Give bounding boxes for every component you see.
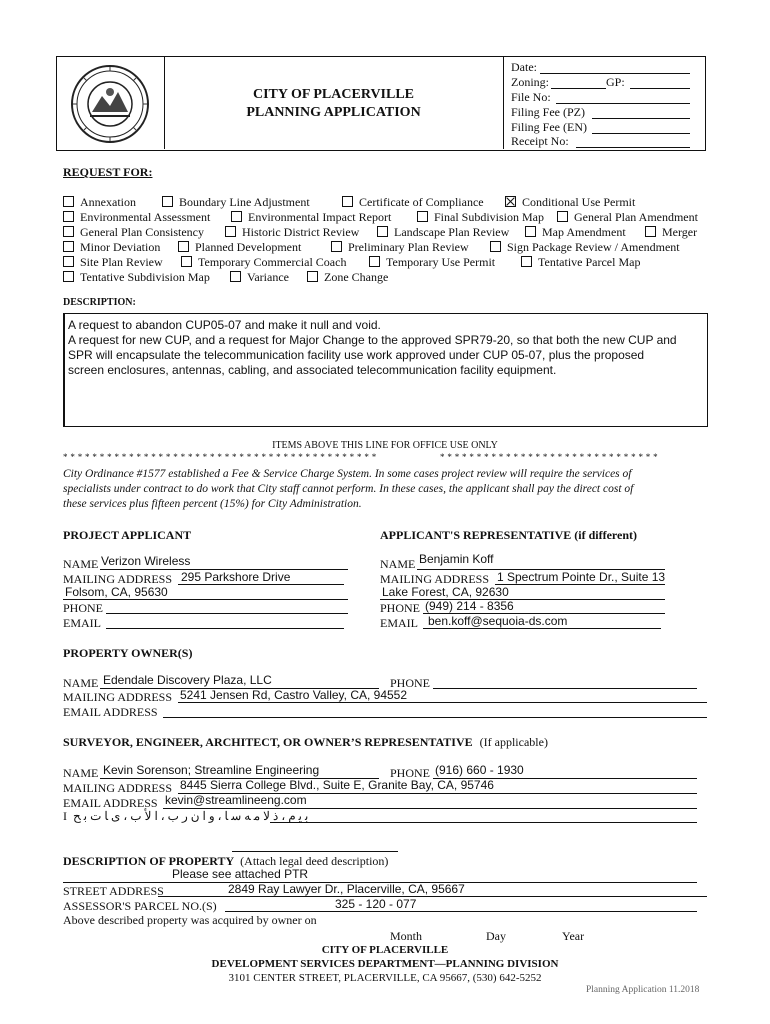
- owner-address-line: [178, 702, 707, 703]
- request-row-4: [63, 240, 680, 255]
- rep-address2-input[interactable]: Lake Forest, CA, 92630: [382, 585, 509, 599]
- surveyor-name-label: NAME: [63, 766, 99, 780]
- applicant-email-label: EMAIL: [63, 616, 101, 630]
- checkbox-icon[interactable]: [63, 271, 74, 282]
- property-heading-note: (Attach legal deed description): [240, 854, 389, 868]
- rep-email-line: [423, 628, 661, 629]
- owner-name-input[interactable]: Edendale Discovery Plaza, LLC: [103, 673, 272, 687]
- office-use-label: ITEMS ABOVE THIS LINE FOR OFFICE USE ONLY: [272, 440, 498, 451]
- rep-address1-input[interactable]: 1 Spectrum Pointe Dr., Suite 13: [497, 570, 666, 584]
- checked-checkbox-icon[interactable]: [505, 196, 516, 207]
- option-landscape-plan-review[interactable]: Landscape Plan Review: [377, 225, 522, 240]
- filing-fee-en-line: [592, 133, 690, 134]
- surveyor-heading-row: [63, 735, 548, 750]
- applicant-address-label: MAILING ADDRESS: [63, 572, 173, 586]
- rep-address-line: [495, 584, 665, 585]
- checkbox-icon[interactable]: [557, 211, 568, 222]
- acquired-month-label: Month: [390, 929, 423, 943]
- checkbox-icon[interactable]: [63, 226, 74, 237]
- filing-fee-pz-field[interactable]: Filing Fee (PZ): [511, 105, 585, 119]
- request-row-5: [63, 255, 640, 270]
- form-title: PLANNING APPLICATION: [246, 105, 421, 120]
- applicant-name-input[interactable]: Verizon Wireless: [101, 554, 191, 568]
- ordinance-line-2: specialists under contract to do work that City staff cannot perform. In these cases, the applicant shall pay the direct cost of: [63, 483, 634, 495]
- request-row-6: [63, 270, 388, 285]
- option-final-subdivision-map[interactable]: Final Subdivision Map: [417, 210, 554, 225]
- applicant-address1-input[interactable]: 295 Parkshore Drive: [181, 570, 291, 584]
- option-tentative-subdivision-map[interactable]: Tentative Subdivision Map: [63, 270, 227, 285]
- rep-address-label: MAILING ADDRESS: [380, 572, 490, 586]
- checkbox-icon[interactable]: [377, 226, 388, 237]
- option-annexation[interactable]: Annexation: [63, 195, 159, 210]
- checkbox-icon[interactable]: [230, 271, 241, 282]
- option-variance[interactable]: Variance: [230, 270, 304, 285]
- checkbox-icon[interactable]: [369, 256, 380, 267]
- footer-address: 3101 CENTER STREET, PLACERVILLE, CA 95667, (530) 642-5252: [228, 972, 542, 984]
- option-general-plan-consistency[interactable]: General Plan Consistency: [63, 225, 222, 240]
- surveyor-heading: SURVEYOR, ENGINEER, ARCHITECT, OR OWNER’S REPRESENTATIVE: [63, 735, 473, 749]
- zoning-line: [551, 88, 606, 89]
- option-certificate-of-compliance[interactable]: Certificate of Compliance: [342, 195, 502, 210]
- applicant-phone-line: [106, 613, 348, 614]
- acquired-day-label: Day: [486, 929, 506, 943]
- rep-name-label: NAME: [380, 557, 416, 571]
- surveyor-phone-label: PHONE: [390, 766, 431, 780]
- description-textarea[interactable]: [63, 313, 708, 427]
- checkbox-icon[interactable]: [63, 241, 74, 252]
- surveyor-phone-input[interactable]: (916) 660 - 1930: [435, 763, 524, 777]
- option-map-amendment[interactable]: Map Amendment: [525, 225, 642, 240]
- surveyor-garbled-line: I ﻿ ﻿ﺑ ﻳ ﻡ ، ﺫ ﻻ ﻣ ﻪ ﺳ ﺎ ، ﻭ ﺍ ﻥ ﺭ ﺏ ، ﺍ ﻷ ﺏ ، ﻯ ﺎ ﺕ ﺑ ﺢ: [63, 809, 309, 823]
- rep-name-input[interactable]: Benjamin Koff: [419, 552, 494, 566]
- receipt-no-field[interactable]: Receipt No:: [511, 134, 569, 148]
- surveyor-address-input[interactable]: 8445 Sierra College Blvd., Suite E, Granite Bay, CA, 95746: [180, 778, 494, 792]
- option-boundary-line-adjustment[interactable]: Boundary Line Adjustment: [162, 195, 339, 210]
- owner-address-label: MAILING ADDRESS: [63, 690, 173, 704]
- property-legal-input[interactable]: Please see attached PTR: [172, 867, 309, 881]
- checkbox-icon[interactable]: [63, 211, 74, 222]
- request-row-2: [63, 210, 698, 225]
- owner-heading: PROPERTY OWNER(S): [63, 646, 193, 660]
- owner-email-label: EMAIL ADDRESS: [63, 705, 158, 719]
- owner-phone-label: PHONE: [390, 676, 431, 690]
- option-planned-development[interactable]: Planned Development: [178, 240, 328, 255]
- checkbox-icon[interactable]: [225, 226, 236, 237]
- receipt-no-line: [576, 147, 690, 148]
- option-general-plan-amendment[interactable]: General Plan Amendment: [557, 210, 698, 225]
- checkbox-icon[interactable]: [178, 241, 189, 252]
- street-address-input[interactable]: 2849 Ray Lawyer Dr., Placerville, CA, 95667: [228, 882, 465, 896]
- acquired-year-label: Year: [562, 929, 585, 943]
- ordinance-line-3: these services plus fifteen percent (15%) for City Administration.: [63, 498, 362, 510]
- rep-email-label: EMAIL: [380, 616, 418, 630]
- checkbox-icon[interactable]: [645, 226, 656, 237]
- filing-fee-en-field[interactable]: Filing Fee (EN): [511, 120, 587, 134]
- checkbox-icon[interactable]: [331, 241, 342, 252]
- applicant-phone-label: PHONE: [63, 601, 104, 615]
- option-sign-package-review[interactable]: Sign Package Review / Amendment: [490, 240, 680, 255]
- apn-input[interactable]: 325 - 120 - 077: [335, 897, 417, 911]
- applicant-address2-input[interactable]: Folsom, CA, 95630: [65, 585, 168, 599]
- surveyor-heading-note: (If applicable): [479, 735, 548, 749]
- checkbox-icon[interactable]: [490, 241, 501, 252]
- option-conditional-use-permit[interactable]: Conditional Use Permit: [505, 195, 635, 210]
- request-heading: REQUEST FOR:: [63, 165, 153, 179]
- checkbox-icon[interactable]: [307, 271, 318, 282]
- city-seal: [62, 62, 158, 146]
- checkbox-icon[interactable]: [162, 196, 173, 207]
- rep-email-input[interactable]: ben.koff@sequoia-ds.com: [428, 614, 568, 628]
- property-heading: DESCRIPTION OF PROPERTY: [63, 854, 235, 868]
- rep-address2-line: [380, 599, 665, 600]
- file-no-line: [556, 103, 690, 104]
- checkbox-icon[interactable]: [63, 196, 74, 207]
- footer-department: DEVELOPMENT SERVICES DEPARTMENT—PLANNING DIVISION: [211, 958, 559, 970]
- checkbox-icon[interactable]: [525, 226, 536, 237]
- acquired-label: Above described property was acquired by owner on: [63, 913, 317, 927]
- footer-city: CITY OF PLACERVILLE: [321, 944, 449, 956]
- owner-email-line: [163, 717, 707, 718]
- apn-label: ASSESSOR'S PARCEL NO.(S): [63, 899, 217, 913]
- option-zone-change[interactable]: Zone Change: [307, 270, 388, 285]
- checkbox-icon[interactable]: [342, 196, 353, 207]
- surveyor-email-input[interactable]: kevin@streamlineeng.com: [165, 793, 307, 807]
- gp-label: GP:: [606, 75, 625, 89]
- checkbox-icon[interactable]: [417, 211, 428, 222]
- checkbox-icon[interactable]: [63, 256, 74, 267]
- applicant-email-line: [106, 628, 344, 629]
- option-minor-deviation[interactable]: Minor Deviation: [63, 240, 175, 255]
- street-address-line: [158, 896, 707, 897]
- option-environmental-impact-report[interactable]: Environmental Impact Report: [231, 210, 414, 225]
- header-divider-right: [503, 56, 504, 149]
- checkbox-icon[interactable]: [231, 211, 242, 222]
- rep-phone-label: PHONE: [380, 601, 421, 615]
- applicant-name-label: NAME: [63, 557, 99, 571]
- description-line-4: screen enclosures, antennas, cabling, and associated telecommunication facility equipment.: [68, 363, 557, 377]
- applicant-heading: PROJECT APPLICANT: [63, 528, 192, 542]
- representative-heading: APPLICANT'S REPRESENTATIVE (if different): [380, 528, 638, 542]
- description-line-3: SPR will encapsulate the telecommunication facility use work approved under CUP 05-07, plus the proposed: [68, 348, 645, 362]
- option-tentative-parcel-map[interactable]: Tentative Parcel Map: [521, 255, 640, 270]
- rep-phone-input[interactable]: (949) 214 - 8356: [425, 599, 514, 613]
- apn-line: [225, 911, 697, 912]
- surveyor-email-label: EMAIL ADDRESS: [63, 796, 158, 810]
- gp-line: [630, 88, 690, 89]
- description-label: DESCRIPTION:: [63, 297, 136, 308]
- description-line-1: A request to abandon CUP05-07 and make it null and void.: [68, 318, 381, 332]
- option-site-plan-review[interactable]: Site Plan Review: [63, 255, 178, 270]
- property-top-line: [232, 851, 398, 852]
- office-use-stars-right: * * * * * * * * * * * * * * * * * * * * * * * * * * * * * *: [440, 452, 658, 462]
- option-temporary-commercial-coach[interactable]: Temporary Commercial Coach: [181, 255, 366, 270]
- date-line: [540, 73, 690, 74]
- date-field[interactable]: Date:: [511, 60, 537, 74]
- applicant-address2-line: [63, 599, 348, 600]
- ordinance-line-1: City Ordinance #1577 established a Fee & Service Charge System. In some cases project review will require the services of: [63, 468, 632, 480]
- owner-address-input[interactable]: 5241 Jensen Rd, Castro Valley, CA, 94552: [180, 688, 408, 702]
- checkbox-icon[interactable]: [521, 256, 532, 267]
- city-name: CITY OF PLACERVILLE: [252, 87, 415, 102]
- surveyor-name-input[interactable]: Kevin Sorenson; Streamline Engineering: [103, 763, 320, 777]
- filing-fee-pz-line: [592, 118, 690, 119]
- request-row-3: [63, 225, 697, 240]
- option-historic-district-review[interactable]: Historic District Review: [225, 225, 374, 240]
- option-preliminary-plan-review[interactable]: Preliminary Plan Review: [331, 240, 487, 255]
- surveyor-extra-line: [270, 822, 697, 823]
- office-use-stars-left: * * * * * * * * * * * * * * * * * * * * * * * * * * * * * * * * * * * * * * * * * * *: [63, 452, 377, 462]
- option-merger[interactable]: Merger: [645, 225, 697, 240]
- request-row-1: [63, 195, 635, 210]
- footer-version: Planning Application 11.2018: [586, 985, 700, 995]
- street-address-label: STREET ADDRESS: [63, 884, 164, 898]
- description-line-2: A request for new CUP, and a request for Major Change to the approved SPR79-20, so that both the new CUP and: [68, 333, 677, 347]
- surveyor-address-label: MAILING ADDRESS: [63, 781, 173, 795]
- owner-name-label: NAME: [63, 676, 99, 690]
- zoning-field[interactable]: Zoning:: [511, 75, 549, 89]
- option-temporary-use-permit[interactable]: Temporary Use Permit: [369, 255, 518, 270]
- option-environmental-assessment[interactable]: Environmental Assessment: [63, 210, 228, 225]
- applicant-address-line: [178, 584, 344, 585]
- checkbox-icon[interactable]: [181, 256, 192, 267]
- file-no-field[interactable]: File No:: [511, 90, 551, 104]
- owner-phone-line: [433, 688, 697, 689]
